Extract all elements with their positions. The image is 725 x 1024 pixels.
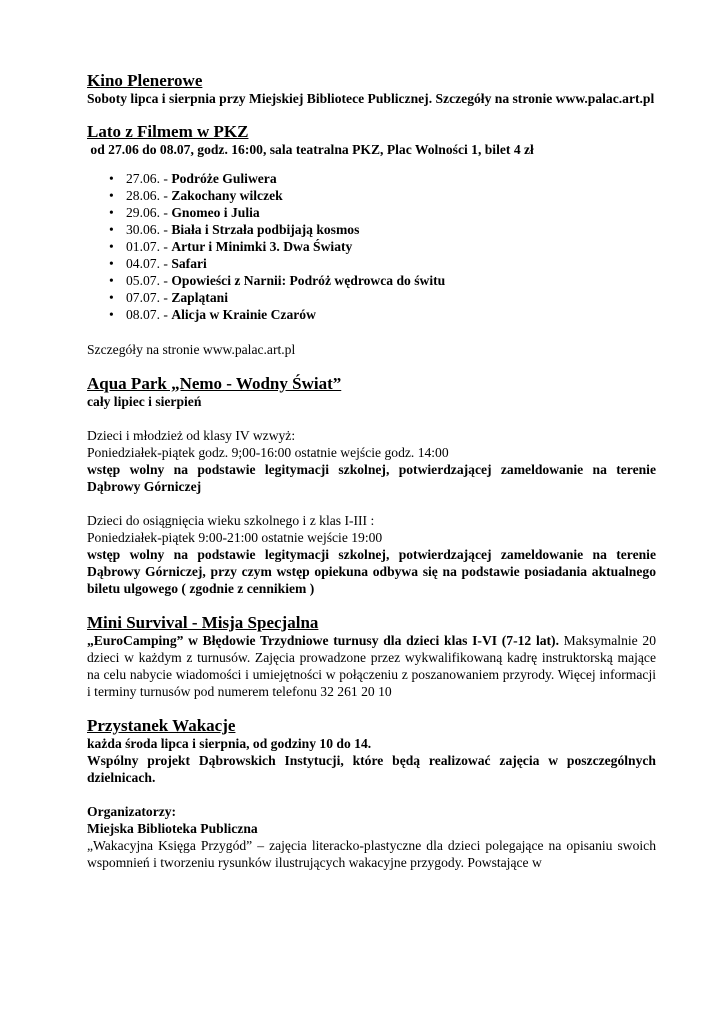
kino-description: Soboty lipca i sierpnia przy Miejskiej Bibliotece Publicznej. Szczegóły na stronie www.palac.art.pl <box>87 91 655 106</box>
film-date: 05.07. - <box>126 273 172 288</box>
film-title: Podróże Guliwera <box>171 171 277 186</box>
list-item <box>109 238 656 255</box>
bullet-icon: • <box>109 222 114 237</box>
film-title: Opowieści z Narnii: Podróż wędrowca do świtu <box>171 273 446 288</box>
film-title: Gnomeo i Julia <box>171 205 260 220</box>
list-item <box>109 272 656 289</box>
aqua-group2-hours: Poniedziałek-piątek 9:00-21:00 ostatnie wejście 19:00 <box>87 530 383 545</box>
organizer-name: Miejska Biblioteka Publiczna <box>87 821 258 836</box>
bullet-icon: • <box>109 188 114 203</box>
aqua-group1-heading: Dzieci i młodzież od klasy IV wzwyż: <box>87 428 296 443</box>
bullet-icon: • <box>109 171 114 186</box>
film-title: Safari <box>171 256 207 271</box>
film-date: 01.07. - <box>126 239 172 254</box>
bullet-icon: • <box>109 273 114 288</box>
film-list <box>87 170 656 323</box>
section-title-aqua: Aqua Park „Nemo - Wodny Świat” <box>87 374 342 393</box>
film-title: Zakochany wilczek <box>171 188 283 203</box>
aqua-group1-hours: Poniedziałek-piątek godz. 9;00-16:00 ostatnie wejście godz. 14:00 <box>87 445 449 460</box>
list-item <box>109 289 656 306</box>
list-item <box>109 221 656 238</box>
aqua-group1-entry: wstęp wolny na podstawie legitymacji szkolnej, potwierdzającej zameldowanie na terenie Dąbrowy Górniczej <box>87 462 656 494</box>
mini-lead: „EuroCamping” w Błędowie Trzydniowe turnusy dla dzieci klas I-VI (7-12 lat). <box>87 633 559 648</box>
aqua-group2-heading: Dzieci do osiągnięcia wieku szkolnego i z klas I-III : <box>87 513 375 528</box>
bullet-icon: • <box>109 239 114 254</box>
film-date: 04.07. - <box>126 256 172 271</box>
bullet-icon: • <box>109 205 114 220</box>
aqua-group2-entry: wstęp wolny na podstawie legitymacji szkolnej, potwierdzającej zameldowanie na terenie Dąbrowy Górniczej, przy czym wstęp opiekuna odbywa się na podstawie posiadania aktualnego biletu ulgowego ( zgodnie z cennikiem ) <box>87 547 656 596</box>
list-item <box>109 204 656 221</box>
film-title: Zaplątani <box>171 290 228 305</box>
film-date: 08.07. - <box>126 307 172 322</box>
list-item <box>109 187 656 204</box>
section-title-lato: Lato z Filmem w PKZ <box>87 122 249 141</box>
list-item <box>109 255 656 272</box>
przystanek-schedule: każda środa lipca i sierpnia, od godziny 10 do 14. <box>87 736 372 751</box>
film-date: 28.06. - <box>126 188 172 203</box>
bullet-icon: • <box>109 307 114 322</box>
film-date: 29.06. - <box>126 205 172 220</box>
bullet-icon: • <box>109 256 114 271</box>
film-title: Alicja w Krainie Czarów <box>171 307 316 322</box>
film-date: 30.06. - <box>126 222 172 237</box>
bullet-icon: • <box>109 290 114 305</box>
mini-description <box>87 632 656 700</box>
lato-details: Szczegóły na stronie www.palac.art.pl <box>87 342 296 357</box>
section-title-mini: Mini Survival - Misja Specjalna <box>87 613 319 632</box>
section-title-przystanek: Przystanek Wakacje <box>87 716 236 735</box>
organizers-label: Organizatorzy: <box>87 804 177 819</box>
film-date: 27.06. - <box>126 171 172 186</box>
lato-subtitle: od 27.06 do 08.07, godz. 16:00, sala teatralna PKZ, Plac Wolności 1, bilet 4 zł <box>87 142 534 157</box>
film-title: Artur i Minimki 3. Dwa Światy <box>171 239 353 254</box>
section-title-kino: Kino Plenerowe <box>87 71 203 90</box>
przystanek-project: Wspólny projekt Dąbrowskich Instytucji, które będą realizować zajęcia w poszczególnych dzielnicach. <box>87 753 656 785</box>
aqua-subtitle: cały lipiec i sierpień <box>87 394 202 409</box>
list-item <box>109 170 656 187</box>
film-title: Biała i Strzała podbijają kosmos <box>171 222 360 237</box>
film-date: 07.07. - <box>126 290 172 305</box>
mini-text: Maksymalnie 20 dzieci w każdym z turnusów. Zajęcia prowadzone przez wykwalifikowaną kadrę instruktorską mające na celu nabycie wiadomości i umiejętności w połączeniu z poszanowaniem przyrody. Więcej informacji i terminy turnusów pod numerem telefonu 32 261 20 10 <box>87 633 656 699</box>
organizer-description: „Wakacyjna Księga Przygód” – zajęcia literacko-plastyczne dla dzieci polegające na opisaniu swoich wspomnień i tworzeniu rysunków ilustrujących wakacyjne przygody. Powstające w <box>87 838 656 870</box>
list-item <box>109 306 656 323</box>
